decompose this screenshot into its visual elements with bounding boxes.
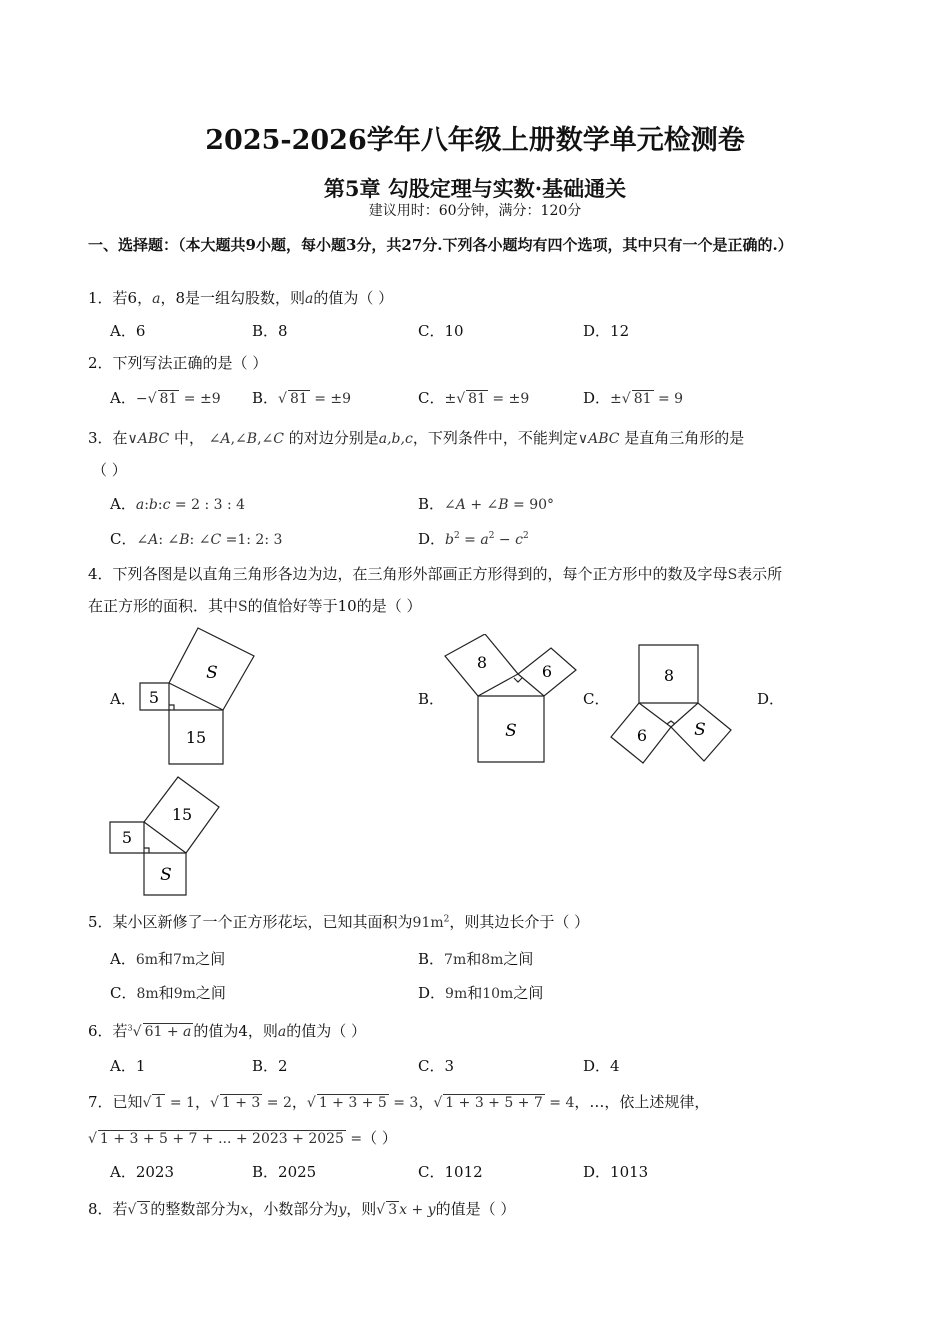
question-7-expr: √ 1 + 3 + 5 + 7 + ... + 2023 + 2025 =（ ）: [88, 1129, 397, 1147]
time-info: 建议用时：60分钟，满分：120分: [368, 203, 582, 219]
question-6: 6．若$^3$√ 61 + a 的值为4，则a的值为（ ）: [88, 1022, 367, 1040]
q1-option-c[interactable]: C．10: [418, 322, 464, 340]
q6-option-b[interactable]: B．2: [252, 1057, 288, 1075]
fig-c-label-left: 6: [636, 726, 648, 745]
q3-option-b[interactable]: B．∠A + ∠B = 90°: [418, 495, 555, 513]
q1-option-d[interactable]: D．12: [583, 322, 630, 340]
fig-c-label-right: S: [694, 720, 706, 740]
question-5: 5．某小区新修了一个正方形花坛，已知其面积为$91m^2$，则其边长介于（ ）: [88, 913, 590, 931]
q6-option-a[interactable]: A．1: [110, 1057, 146, 1075]
q7-option-a[interactable]: A．2023: [110, 1163, 175, 1181]
q4-figure-d: [106, 773, 226, 899]
fig-a-label-hyp: S: [206, 663, 218, 683]
q1-option-b[interactable]: B．8: [252, 322, 288, 340]
question-4-line1: 4．下列各图是以直角三角形各边为边，在三角形外部画正方形得到的，每个正方形中的数及字母S表示所: [88, 565, 783, 583]
q5-option-d[interactable]: D．9m和10m之间: [418, 984, 544, 1002]
fig-b-label-right: 6: [541, 662, 553, 681]
fig-c-label-top: 8: [663, 666, 675, 685]
fig-a-label-big: 15: [185, 728, 207, 747]
fig-d-label-bottom: S: [160, 865, 172, 885]
question-4-line2: 在正方形的面积．其中S的值恰好等于10的是（ ）: [88, 597, 422, 615]
q5-option-c[interactable]: C．8m和9m之间: [110, 984, 226, 1002]
q2-option-a[interactable]: A．−√ 81 = ±9: [110, 389, 221, 407]
q4-option-b[interactable]: B．: [418, 690, 445, 708]
q2-option-d[interactable]: D．±√ 81 = 9: [583, 389, 684, 407]
q7-option-b[interactable]: B．2025: [252, 1163, 317, 1181]
fig-b-label-left: 8: [476, 653, 488, 672]
chapter-subtitle: 第5章 勾股定理与实数·基础通关: [323, 176, 627, 201]
section-heading: 一、选择题：（本大题共9小题，每小题3分，共27分.下列各小题均有四个选项，其中只有一个是正确的.）: [88, 236, 793, 254]
fig-d-label-small: 5: [121, 828, 133, 847]
q4-figure-a: [136, 626, 258, 766]
q4-option-a[interactable]: A．: [110, 690, 136, 708]
q7-option-c[interactable]: C．1012: [418, 1163, 483, 1181]
fig-b-label-bottom: S: [505, 721, 517, 741]
q4-figure-b: [443, 634, 581, 766]
q5-option-a[interactable]: A．6m和7m之间: [110, 950, 226, 968]
q4-option-c[interactable]: C．: [583, 690, 610, 708]
exam-title: 2025-2026学年八年级上册数学单元检测卷: [205, 125, 745, 156]
q5-option-b[interactable]: B．7m和8m之间: [418, 950, 534, 968]
q2-option-c[interactable]: C．±√ 81 = ±9: [418, 389, 530, 407]
question-3-paren: （ ）: [92, 461, 127, 479]
q4-figure-c: [609, 643, 747, 767]
q6-option-c[interactable]: C．3: [418, 1057, 455, 1075]
q3-option-d[interactable]: D．$b^2 = a^2 - c^2$: [418, 530, 529, 548]
fig-a-label-small: 5: [148, 688, 160, 707]
question-8: 8．若√ 3 的整数部分为x，小数部分为y，则√ 3 x + y的值是（ ）: [88, 1200, 516, 1218]
question-7: 7．已知√ 1 = 1，√ 1 + 3 = 2，√ 1 + 3 + 5 = 3，√ 1 + 3 + 5 + 7 = 4，…，依上述规律，: [88, 1093, 710, 1111]
question-3: 3．在∨ABC 中， ∠A,∠B,∠C 的对边分别是a,b,c，下列条件中，不能判定∨ABC 是直角三角形的是: [88, 429, 745, 447]
q6-option-d[interactable]: D．4: [583, 1057, 620, 1075]
q2-option-b[interactable]: B．√ 81 = ±9: [252, 389, 352, 407]
question-1: 1．若6，a，8是一组勾股数，则a的值为（ ）: [88, 289, 394, 307]
q3-option-c[interactable]: C．∠A: ∠B: ∠C =1: 2: 3: [110, 530, 283, 548]
q4-option-d[interactable]: D．: [757, 690, 785, 708]
q1-option-a[interactable]: A．6: [110, 322, 146, 340]
q7-option-d[interactable]: D．1013: [583, 1163, 649, 1181]
question-2: 2．下列写法正确的是（ ）: [88, 354, 268, 372]
q3-option-a[interactable]: A．a:b:c = 2 : 3 : 4: [110, 495, 246, 513]
fig-d-label-hyp: 15: [171, 805, 193, 824]
